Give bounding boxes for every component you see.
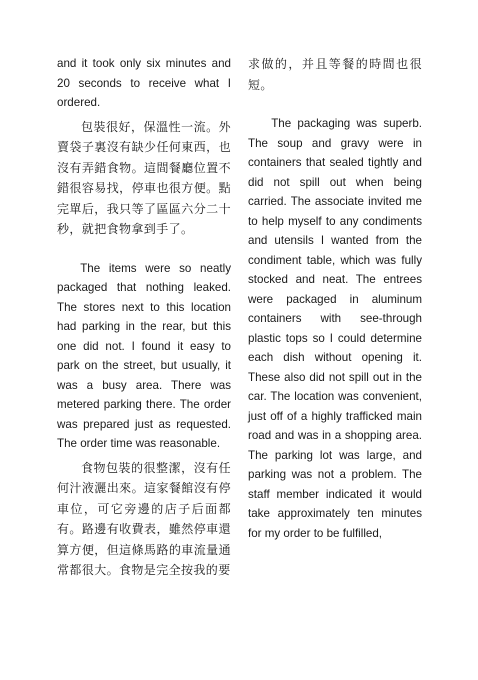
left-column	[57, 54, 231, 581]
right-paragraph-2: The packaging was superb. The soup and gravy were in containers that sealed tightly and did not spill out when being carried. The associate invited me to help myself to any condiments and utensils I wanted from the condiment table, which was fully stocked and neat. The entrees were packaged in aluminum containers with see-through plastic tops so I could determine each dish without opening it. These also did not spill out in the car. The location was convenient, just off of a highly trafficked main road and was in a shopping area. The parking lot was large, and parking was not a problem. The staff member indicated it would take approximately ten minutes for my order to be fulfilled,	[248, 117, 422, 540]
left-paragraph-4-chinese: 食物包裝的很整潔，沒有任何汁液灑出來。這家餐館沒有停車位，可它旁邊的店子后面都有。路邊有收費表，雖然停車還算方便，但這條馬路的車流量通常都很大。食物是完全按我的要	[57, 460, 231, 577]
left-paragraph-3: The items were so neatly packaged that nothing leaked. The stores next to this location had parking in the rear, but this one did not. I found it easy to park on the street, but usually, it was a busy area. There was metered parking there. The order was prepared just as requested. The order time was reasonable.	[57, 261, 231, 450]
left-paragraph-2-chinese: 包裝很好，保溫性一流。外賣袋子裏沒有缺少任何東西，也沒有弄錯食物。這間餐廳位置不錯很容易找，停車也很方便。點完單后，我只等了區區六分二十秒，就把食物拿到手了。	[57, 119, 231, 236]
right-column	[248, 54, 422, 543]
left-paragraph-1: and it took only six minutes and 20 seconds to receive what I ordered.	[57, 57, 231, 109]
right-paragraph-1-chinese: 求做的，并且等餐的時間也很短。	[248, 57, 422, 92]
